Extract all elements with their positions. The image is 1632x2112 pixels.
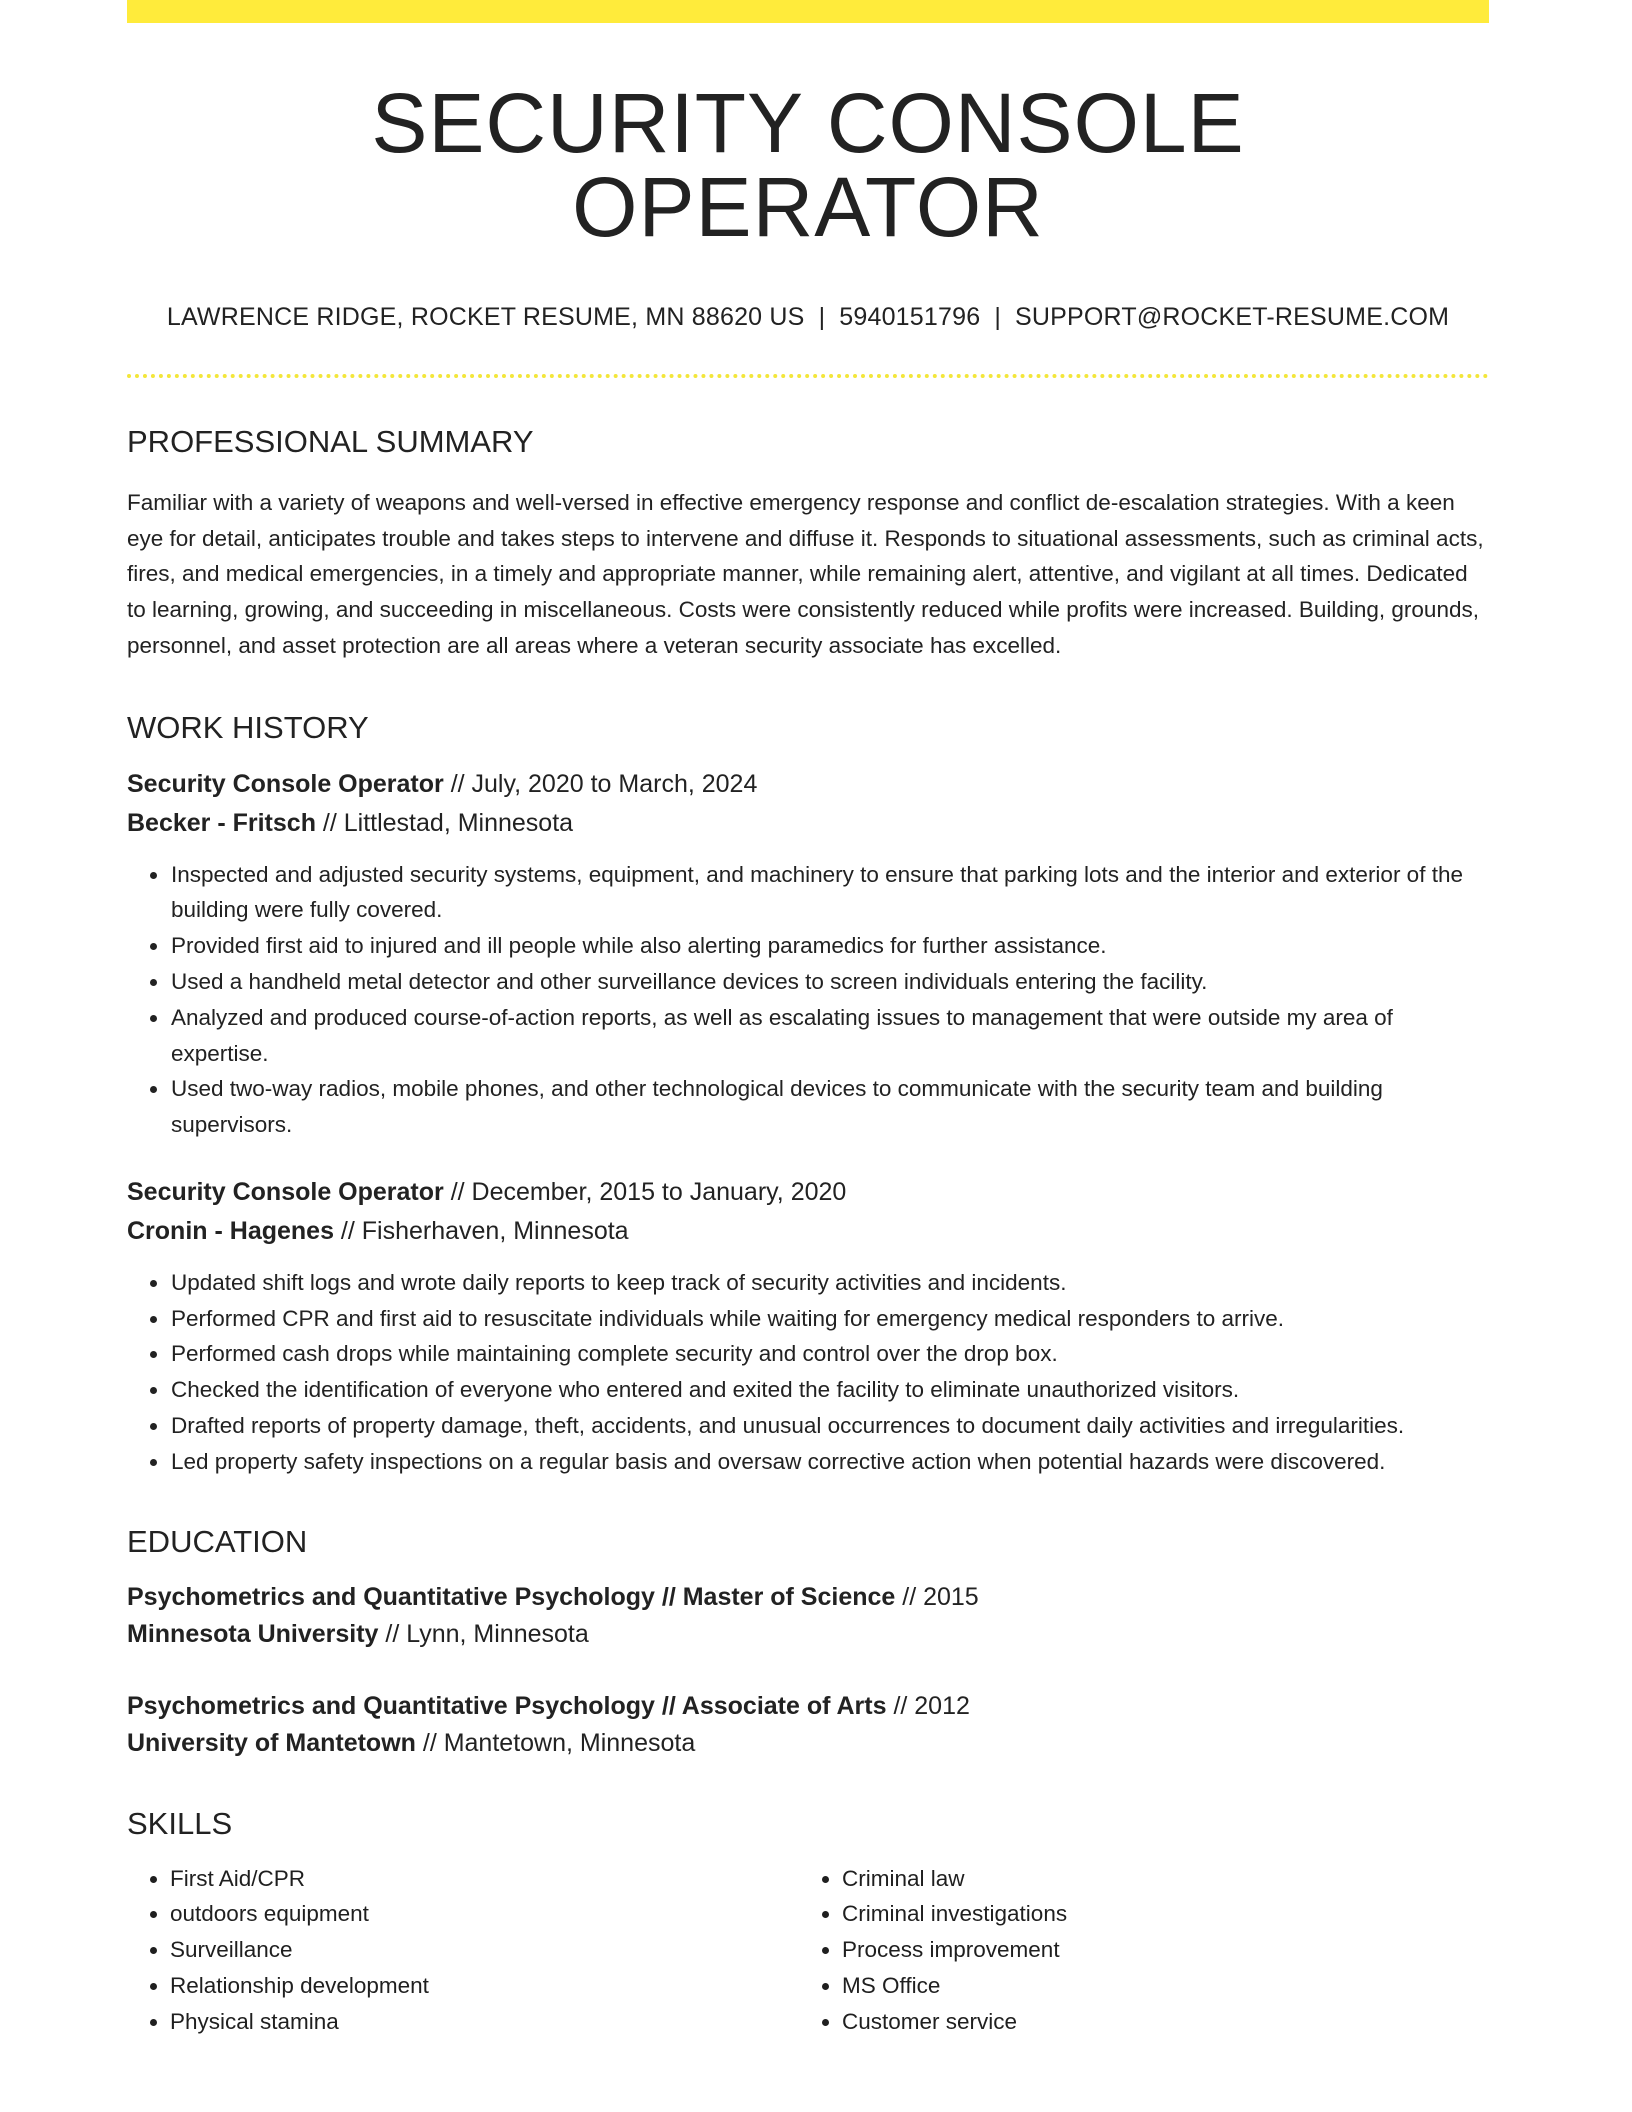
job-company-line	[127, 804, 1489, 843]
skill-item: • Physical stamina	[170, 2004, 799, 2040]
education-location: // Lynn, Minnesota	[378, 1619, 589, 1648]
education-degree-line	[127, 1579, 1489, 1616]
contact-line	[127, 303, 1489, 332]
dotted-divider	[127, 374, 1489, 378]
job-company-line	[127, 1212, 1489, 1251]
skills-columns	[127, 1861, 1489, 2040]
skills-heading: SKILLS	[127, 1805, 233, 1841]
list-item: • Performed CPR and first aid to resuscitate individuals while waiting for emergency medical responders to arrive.	[170, 1301, 1489, 1337]
resume-title: SECURITY CONSOLE OPERATOR	[371, 76, 1245, 254]
education-year: // 2015	[895, 1582, 979, 1611]
contact-email: SUPPORT@ROCKET-RESUME.COM	[1015, 303, 1450, 331]
contact-separator: |	[994, 303, 1002, 331]
education-school-line	[127, 1616, 1489, 1653]
list-item: • Used two-way radios, mobile phones, and other technological devices to communicate with the security team and building supervisors.	[170, 1071, 1489, 1143]
skill-item: • Criminal law	[842, 1861, 1471, 1897]
job-dates: // December, 2015 to January, 2020	[443, 1177, 847, 1206]
contact-address: LAWRENCE RIDGE, ROCKET RESUME, MN 88620 US	[166, 303, 805, 331]
job-bullets	[127, 1265, 1489, 1480]
skill-item: • Surveillance	[170, 1932, 799, 1968]
work-history-heading: WORK HISTORY	[127, 709, 369, 745]
contact-separator: |	[818, 303, 826, 331]
education-school: Minnesota University	[127, 1619, 379, 1648]
education-heading: EDUCATION	[127, 1523, 308, 1559]
skill-item: • MS Office	[842, 1968, 1471, 2004]
job-entry	[127, 765, 1489, 1143]
accent-top-bar	[127, 0, 1489, 23]
list-item: • Provided first aid to injured and ill people while also alerting paramedics for further assistance.	[170, 928, 1489, 964]
list-item: • Updated shift logs and wrote daily reports to keep track of security activities and incidents.	[170, 1265, 1489, 1301]
skill-item: • Customer service	[842, 2004, 1471, 2040]
summary-text: Familiar with a variety of weapons and well-versed in effective emergency response and conflict de-escalation strategies. With a keen eye for detail, anticipates trouble and takes steps to intervene and diffuse it. Responds to situational assessments, such as criminal acts, fires, and medical emergencies, in a timely and appropriate manner, while remaining alert, attentive, and vigilant at all times. Dedicated to learning, growing, and succeeding in miscellaneous. Costs were consistently reduced while profits were increased. Building, grounds, personnel, and asset protection are all areas where a veteran security associate has excelled.	[127, 490, 1484, 658]
list-item: • Performed cash drops while maintaining complete security and control over the drop box.	[170, 1336, 1489, 1372]
job-entry	[127, 1173, 1489, 1480]
education-degree: Psychometrics and Quantitative Psychology // Associate of Arts	[127, 1691, 887, 1720]
education-entry	[127, 1688, 1489, 1762]
job-title-line	[127, 765, 1489, 804]
skill-item: • Criminal investigations	[842, 1896, 1471, 1932]
education-location: // Mantetown, Minnesota	[415, 1728, 696, 1757]
job-company: Becker - Fritsch	[127, 808, 316, 837]
skills-list-right	[799, 1861, 1471, 2040]
list-item: • Analyzed and produced course-of-action reports, as well as escalating issues to management that were outside my area of expertise.	[170, 1000, 1489, 1072]
education-school: University of Mantetown	[127, 1728, 416, 1757]
job-company: Cronin - Hagenes	[127, 1216, 334, 1245]
contact-phone: 5940151796	[839, 303, 981, 331]
summary-heading: PROFESSIONAL SUMMARY	[127, 424, 534, 459]
list-item: • Used a handheld metal detector and other surveillance devices to screen individuals entering the facility.	[170, 964, 1489, 1000]
list-item: • Inspected and adjusted security systems, equipment, and machinery to ensure that parking lots and the interior and exterior of the building were fully covered.	[170, 857, 1489, 929]
job-bullets	[127, 857, 1489, 1143]
resume-page	[127, 0, 1489, 2040]
education-degree-line	[127, 1688, 1489, 1725]
education-degree: Psychometrics and Quantitative Psychology // Master of Science	[127, 1582, 896, 1611]
list-item: • Drafted reports of property damage, theft, accidents, and unusual occurrences to document daily activities and irregularities.	[170, 1408, 1489, 1444]
skill-item: • Process improvement	[842, 1932, 1471, 1968]
list-item: • Led property safety inspections on a regular basis and oversaw corrective action when potential hazards were discovered.	[170, 1444, 1489, 1480]
job-location: // Littlestad, Minnesota	[315, 808, 574, 837]
education-school-line	[127, 1725, 1489, 1762]
job-title-line	[127, 1173, 1489, 1212]
education-entry	[127, 1579, 1489, 1653]
education-year: // 2012	[886, 1691, 970, 1720]
skill-item: • First Aid/CPR	[170, 1861, 799, 1897]
job-title: Security Console Operator	[127, 769, 444, 798]
job-title: Security Console Operator	[127, 1177, 444, 1206]
skills-list-left	[127, 1861, 799, 2040]
list-item: • Checked the identification of everyone who entered and exited the facility to eliminate unauthorized visitors.	[170, 1372, 1489, 1408]
job-location: // Fisherhaven, Minnesota	[333, 1216, 629, 1245]
skill-item: • outdoors equipment	[170, 1896, 799, 1932]
skill-item: • Relationship development	[170, 1968, 799, 2004]
job-dates: // July, 2020 to March, 2024	[443, 769, 758, 798]
